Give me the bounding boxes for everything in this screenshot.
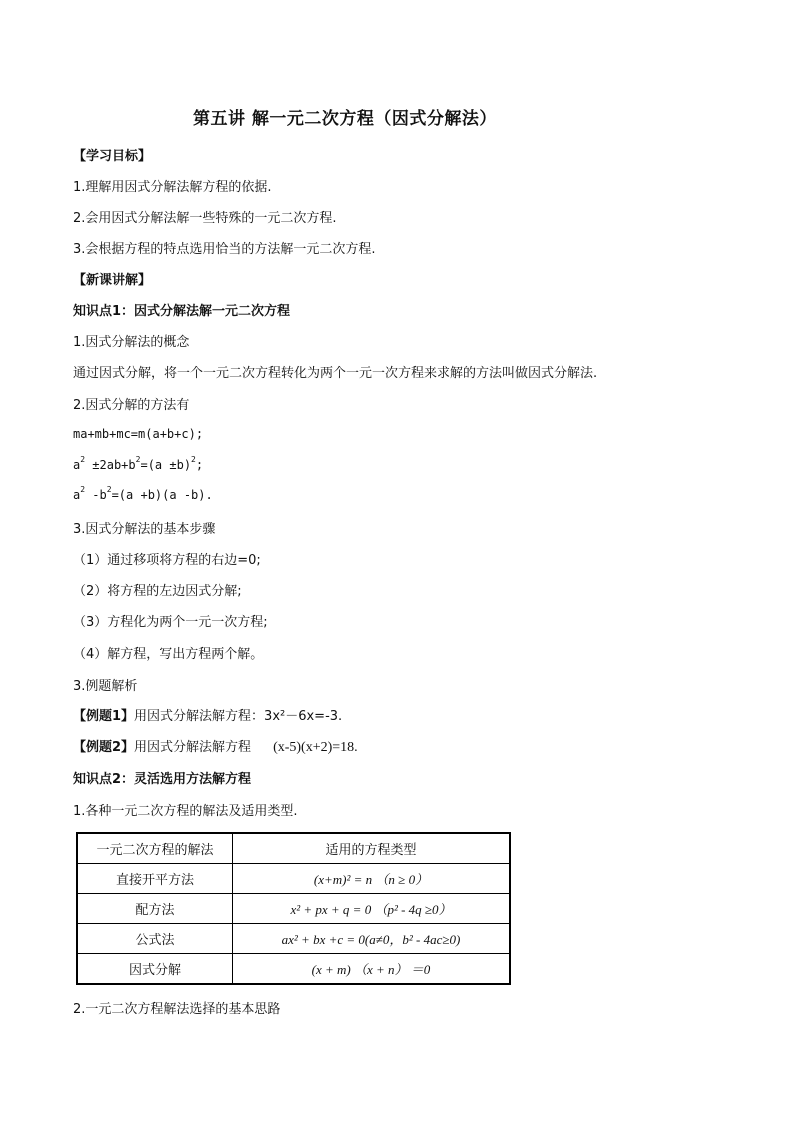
concept-title: 1.因式分解法的概念: [73, 335, 190, 350]
equation-cell: ax² + bx +c = 0(a≠0，b² - 4ac≥0): [233, 924, 511, 954]
equation-cell: (x + m) （x + n） ＝0: [233, 954, 511, 985]
page-title: 第五讲 解一元二次方程（因式分解法）: [193, 109, 497, 129]
formula-perfect-square: $a^2 \pm 2ab+b^2=(a \pm b)^2$;: [73, 455, 204, 472]
knowledge-point-1-title: 知识点1：因式分解法解一元二次方程: [73, 304, 291, 319]
solution-methods-table: [76, 832, 511, 985]
table-row: [77, 954, 510, 985]
examples-title: 3.例题解析: [73, 679, 138, 694]
table-row: [77, 864, 510, 894]
method-cell: 直接开平方法: [77, 864, 233, 894]
goals-header: 【学习目标】: [73, 149, 152, 164]
example-1: [73, 705, 342, 724]
goal-item: 1.理解用因式分解法解方程的依据.: [73, 180, 272, 195]
formula-difference-of-squares: $a^2$ $-b^2=(a +b)(a$ -b).: [73, 485, 213, 502]
goal-item: 3.会根据方程的特点选用恰当的方法解一元二次方程.: [73, 242, 376, 257]
step-item: （1）通过移项将方程的右边=0;: [73, 553, 261, 568]
steps-title: 3.因式分解法的基本步骤: [73, 522, 216, 537]
table-row: [77, 924, 510, 954]
method-cell: 公式法: [77, 924, 233, 954]
new-lesson-header: 【新课讲解】: [73, 273, 152, 288]
table-header: 适用的方程类型: [233, 833, 511, 864]
equation-cell: (x+m)² = n （n ≥ 0）: [233, 864, 511, 894]
formula-common-factor: ma+mb+mc=m(a+b+c);: [73, 427, 204, 441]
kp2-item-1: 1.各种一元二次方程的解法及适用类型.: [73, 804, 298, 819]
example-2-equation: (x-5)(x+2)=18.: [273, 740, 358, 755]
table-header: 一元二次方程的解法: [77, 833, 233, 864]
goal-item: 2.会用因式分解法解一些特殊的一元二次方程.: [73, 211, 337, 226]
table-row: [77, 894, 510, 924]
example-2-label: 【例题2】: [73, 740, 135, 755]
methods-title: 2.因式分解的方法有: [73, 398, 190, 413]
knowledge-point-2-title: 知识点2：灵活选用方法解方程: [73, 772, 252, 787]
table-header-row: [77, 833, 510, 864]
step-item: （2）将方程的左边因式分解;: [73, 584, 242, 599]
example-1-label: 【例题1】: [73, 709, 135, 724]
step-item: （3）方程化为两个一元一次方程;: [73, 615, 268, 630]
method-cell: 配方法: [77, 894, 233, 924]
example-2-text: 用因式分解法解方程: [134, 740, 252, 755]
example-2: [73, 736, 358, 756]
step-item: （4）解方程，写出方程两个解。: [73, 647, 264, 662]
concept-text: 通过因式分解，将一个一元二次方程转化为两个一元一次方程来求解的方法叫做因式分解法.: [73, 366, 598, 381]
equation-cell: x² + px + q = 0 （p² - 4q ≥0）: [233, 894, 511, 924]
example-1-text: 用因式分解法解方程：3x²－6x=-3.: [134, 709, 343, 724]
kp2-item-2: 2.一元二次方程解法选择的基本思路: [73, 1002, 281, 1017]
method-cell: 因式分解: [77, 954, 233, 985]
